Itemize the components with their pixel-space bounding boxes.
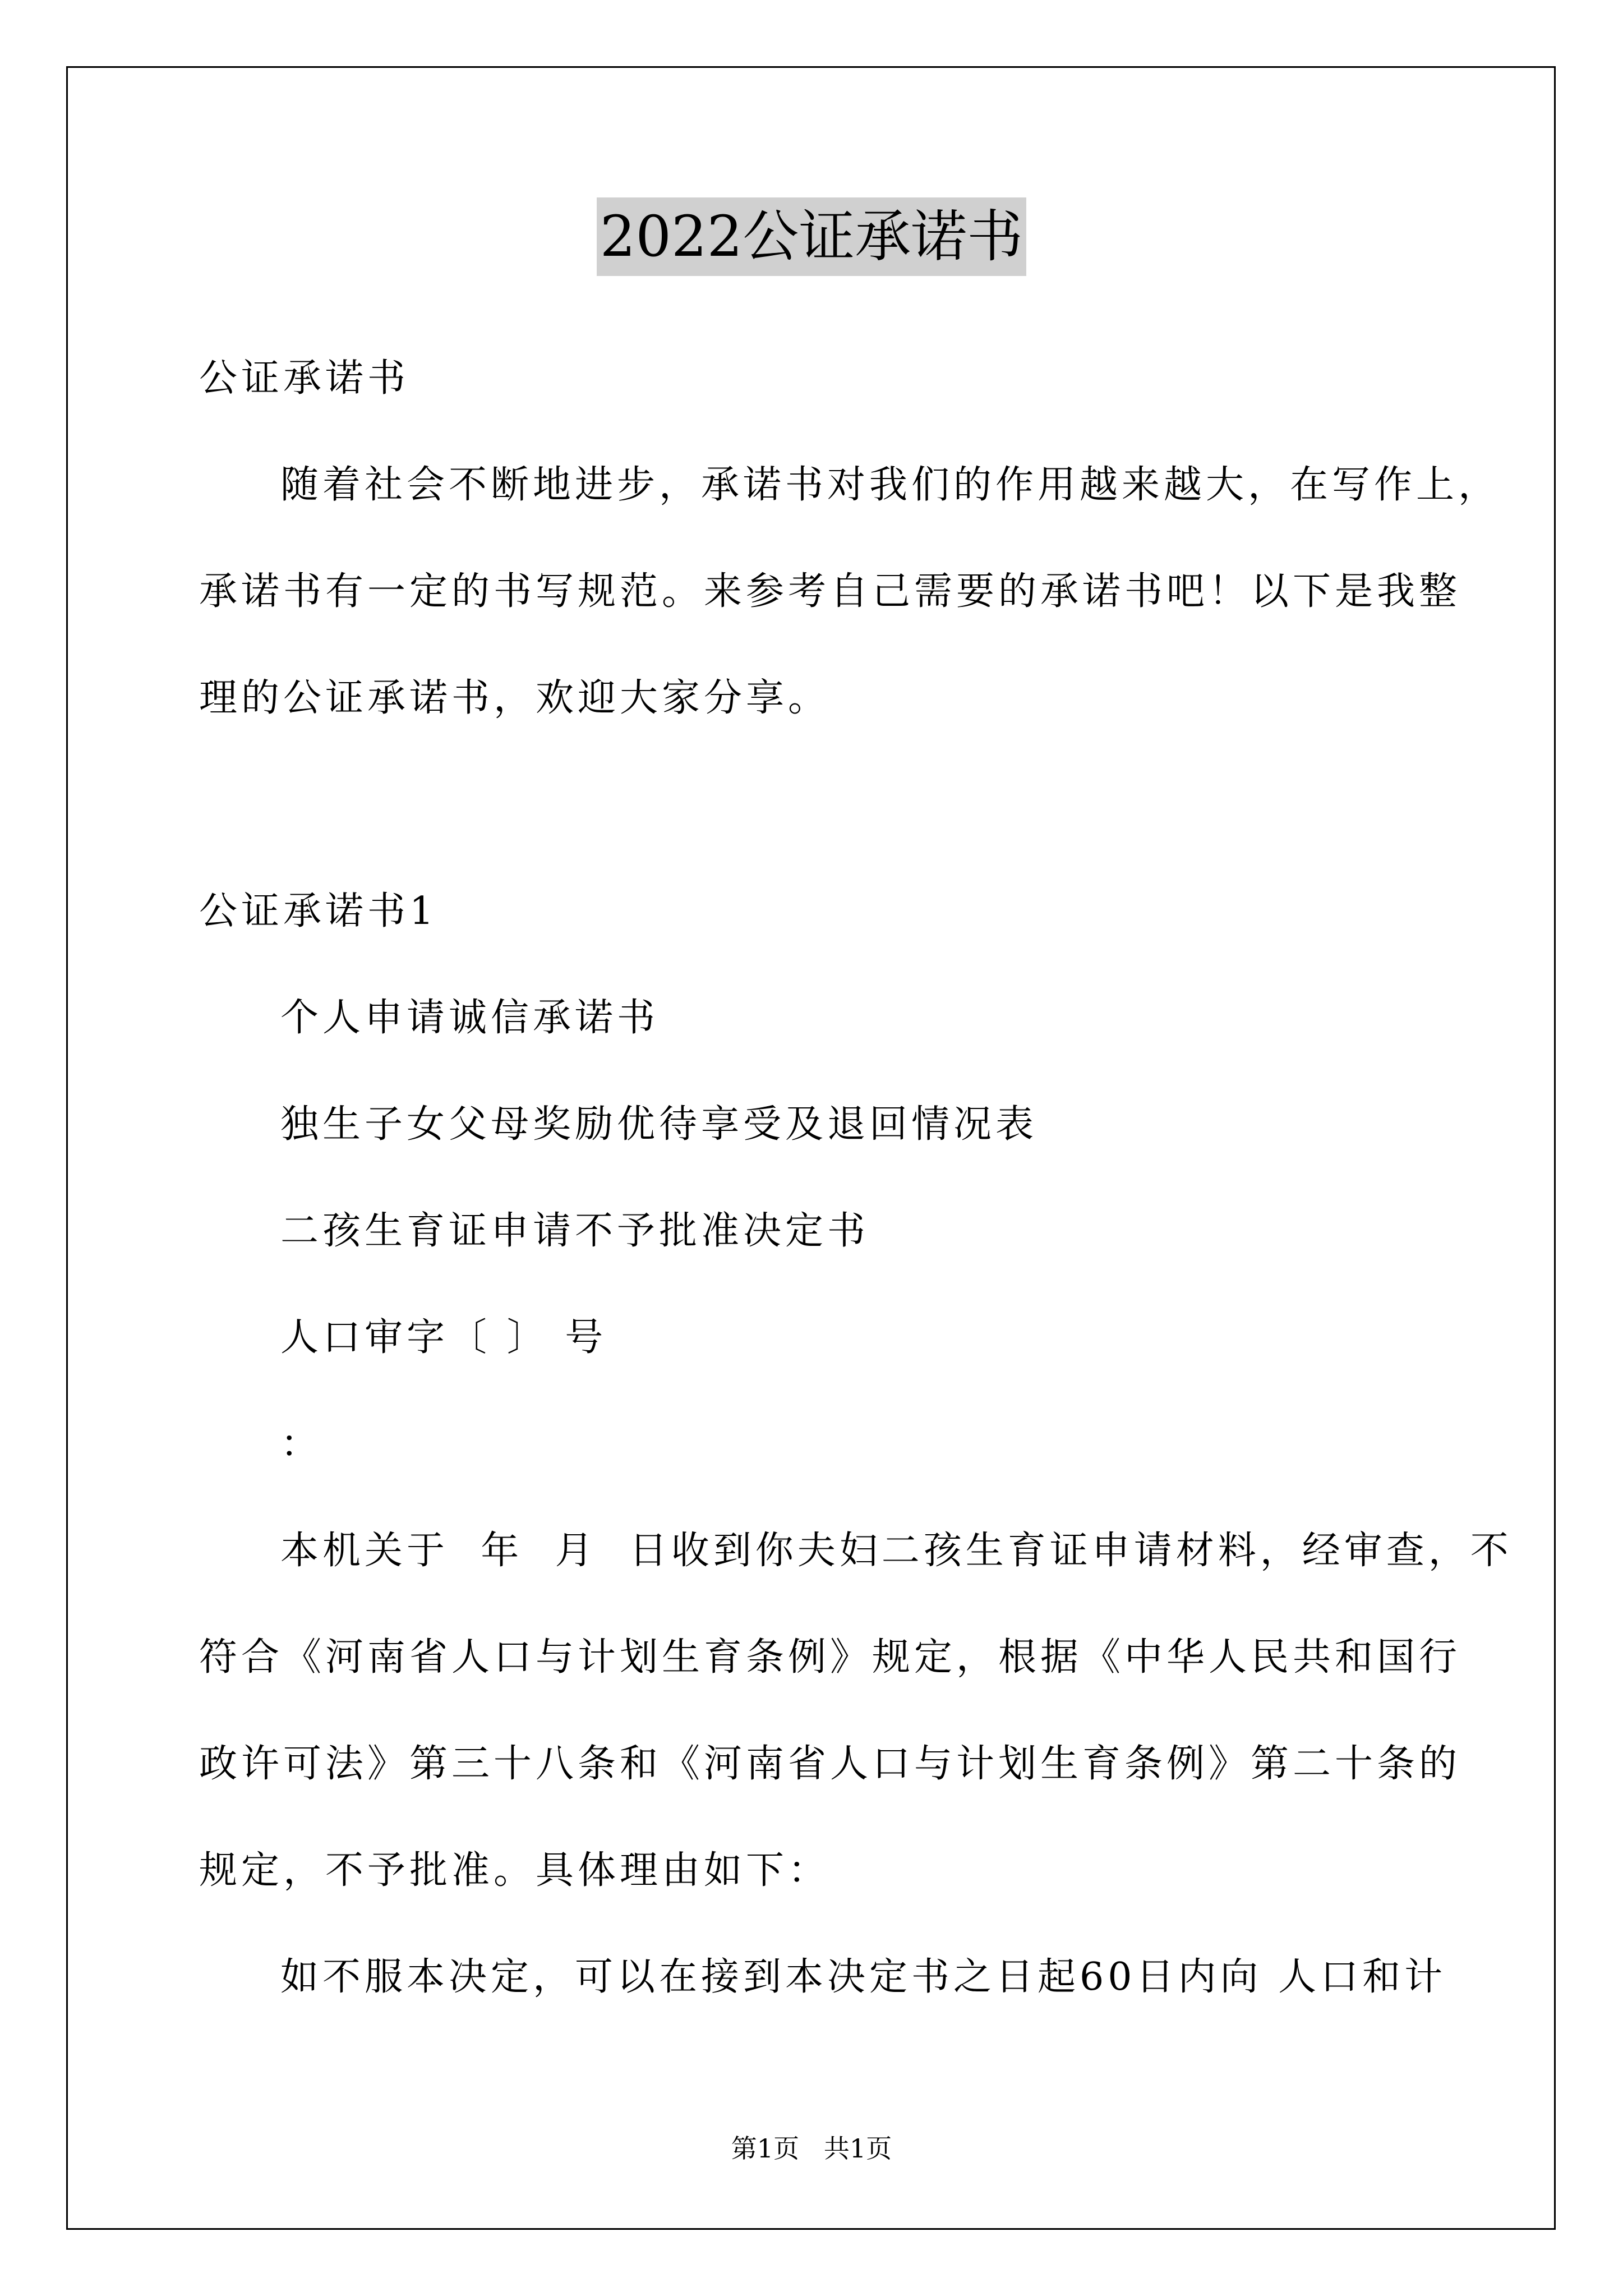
- paragraph-line: 人口审字〔 〕 号: [280, 1315, 607, 1360]
- document-title: 2022公证承诺书: [597, 197, 1027, 276]
- paragraph-line: 承诺书有一定的书写规范。来参考自己需要的承诺书吧！以下是我整: [199, 569, 1461, 614]
- section-heading: 公证承诺书1: [199, 889, 438, 933]
- paragraph-line: 理的公证承诺书，欢迎大家分享。: [199, 676, 831, 720]
- title-container: [0, 197, 1623, 276]
- paragraph-line: 个人申请诚信承诺书: [280, 996, 660, 1040]
- paragraph-line: 规定，不予批准。具体理由如下：: [199, 1848, 831, 1893]
- paragraph-line: 随着社会不断地进步，承诺书对我们的作用越来越大，在写作上，: [280, 463, 1501, 507]
- paragraph-line: 政许可法》第三十八条和《河南省人口与计划生育条例》第二十条的: [199, 1742, 1461, 1786]
- section-heading: 公证承诺书: [199, 356, 410, 401]
- paragraph-line: 符合《河南省人口与计划生育条例》规定，根据《中华人民共和国行: [199, 1635, 1461, 1680]
- paragraph-line: 二孩生育证申请不予批准决定书: [280, 1209, 870, 1253]
- paragraph-line: 独生子女父母奖励优待享受及退回情况表: [280, 1102, 1038, 1147]
- paragraph-line: ：: [280, 1422, 323, 1466]
- paragraph-line: 如不服本决定，可以在接到本决定书之日起60日内向 人口和计: [280, 1955, 1447, 1999]
- page-footer: 第1页 共1页: [731, 2133, 892, 2164]
- paragraph-line: 本机关于 年 月 日收到你夫妇二孩生育证申请材料，经审查，不: [280, 1529, 1513, 1573]
